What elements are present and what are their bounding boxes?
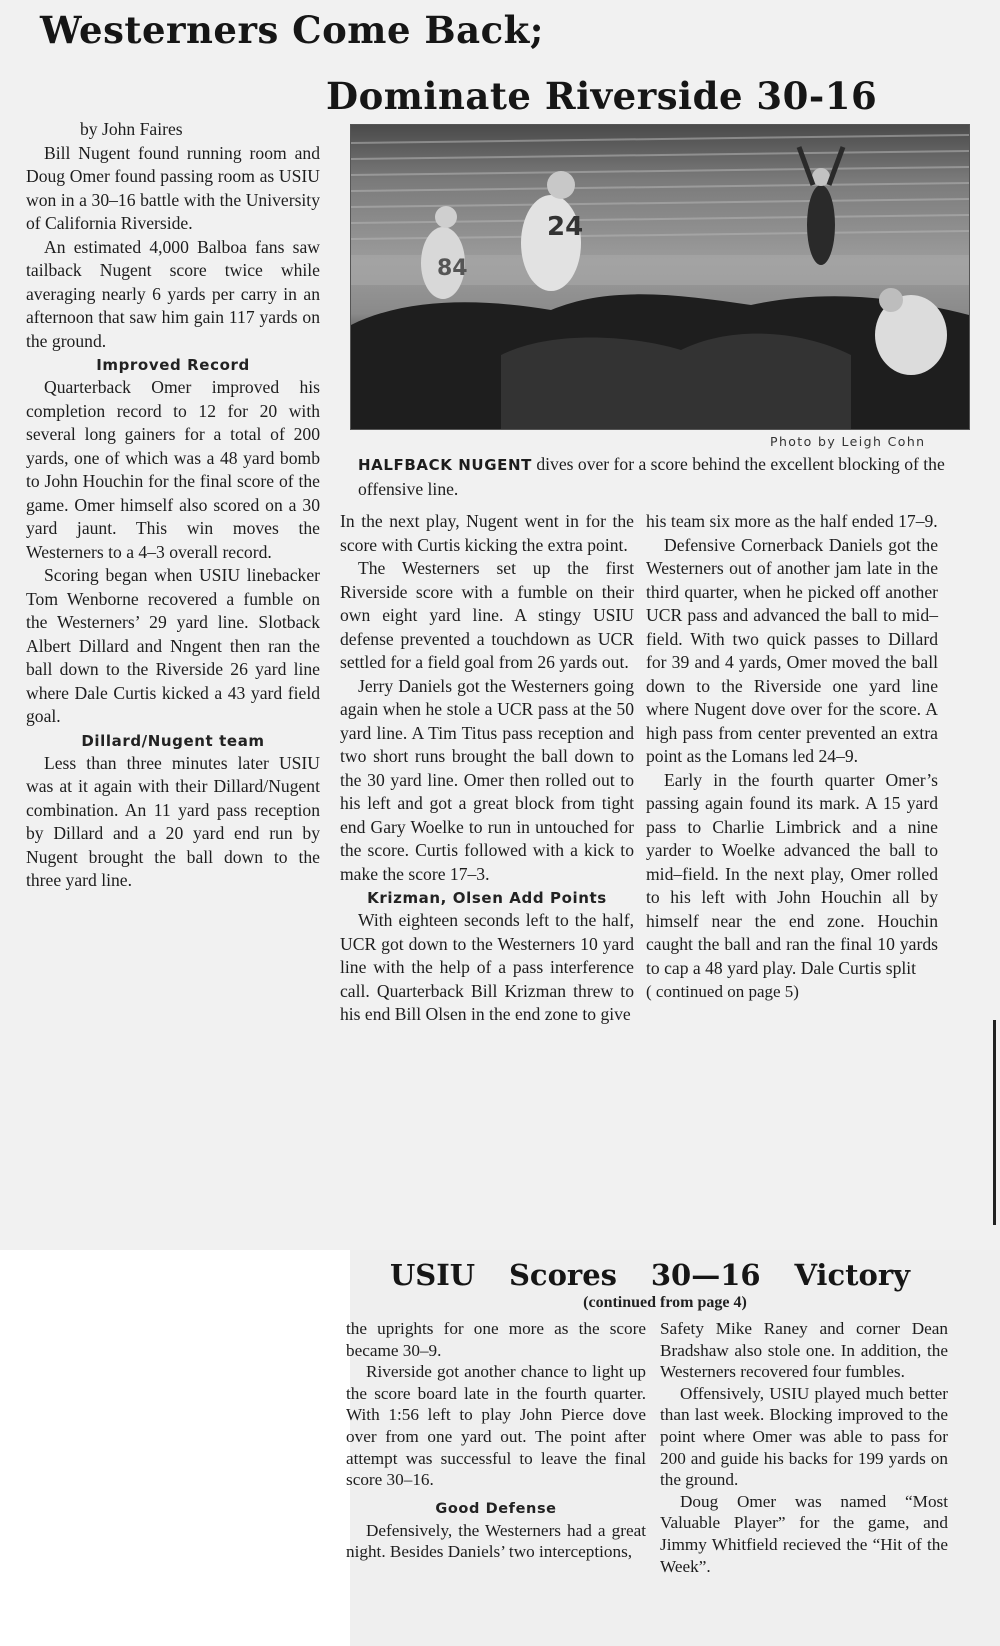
article-column-1 xyxy=(26,118,320,893)
paragraph: Safety Mike Raney and corner Dean Bradshaw also stole one. In addition, the Westerners recovered four fumbles. xyxy=(660,1319,948,1382)
continuation-title xyxy=(390,1258,910,1292)
byline: by John Faires xyxy=(80,119,183,139)
paragraph: Bill Nugent found running room and Doug Omer found passing room as USIU won in a 30–16 battle with the University of California Riverside. xyxy=(26,142,320,233)
paragraph: An estimated 4,000 Balboa fans saw tailback Nugent score twice while averaging nearly 6 yards per carry in an afternoon that saw him gain 117 yards on the ground. xyxy=(26,236,320,351)
title-word: Victory xyxy=(794,1258,910,1292)
subhead-improved-record: Improved Record xyxy=(96,356,250,374)
game-photo-illustration xyxy=(351,125,969,429)
subhead-dillard-nugent: Dillard/Nugent team xyxy=(81,731,265,750)
article-column-3 xyxy=(646,510,938,1004)
paragraph: Less than three minutes later USIU was at it again with their Dillard/Nugent combination. An 11 yard pass reception by Dillard and a 20 yard end run by Nugent brought the ball down to the three yard line. xyxy=(26,752,320,890)
continuation-column-right xyxy=(660,1318,948,1577)
paragraph: his team six more as the half ended 17–9. xyxy=(646,511,938,531)
paragraph: The Westerners set up the first Riverside score with a fumble on their own eight yard line. A stingy USIU defense prevented a touchdown as UCR settled for a field goal from 26 yards out. xyxy=(340,558,634,672)
paragraph: Jerry Daniels got the Westerners going again when he stole a UCR pass at the 50 yard line. A Tim Titus pass reception and two short runs brought the ball down to the 30 yard line. Omer then rolled out to his left and got a great block from tight end Gary Woelke to run in untouched for the score. Curtis followed with a kick to make the score 17–3. xyxy=(340,675,634,884)
title-word: 30—16 xyxy=(650,1258,761,1292)
edge-rule xyxy=(993,1020,996,1225)
paragraph: Riverside got another chance to light up the score board late in the fourth quarter. With 1:56 left to play John Pierce dove over from one yard out. The point after attempt was successful to leave the final score 30–16. xyxy=(346,1362,646,1490)
paragraph: Quarterback Omer improved his completion record to 12 for 20 with several long gainers for a total of 200 yards, one of which was a 48 yard bomb to John Houchin for the final score of the game. Omer himself also scored on a 30 yard jaunt. This win moves the Westerners to a 4–3 overall record. xyxy=(26,377,320,562)
jersey-number-84: 84 xyxy=(437,256,468,281)
paragraph: the uprights for one more as the score became 30–9. xyxy=(346,1319,646,1360)
article-column-2 xyxy=(340,510,634,1027)
paragraph: Scoring began when USIU linebacker Tom Wenborne recovered a fumble on the Westerners’ 29 yard line. Slotback Albert Dillard and Nngent then ran the ball down to the Riverside 26 yard line where Dale Curtis kicked a 43 yard field goal. xyxy=(26,565,320,726)
paragraph: Defensively, the Westerners had a great night. Besides Daniels’ two interceptions, xyxy=(346,1520,646,1562)
paragraph: Offensively, USIU played much better than last week. Blocking improved to the point where Omer was able to pass for 200 and guide his backs for 199 yards on the ground. xyxy=(660,1383,948,1490)
paragraph: Doug Omer was named “Most Valuable Player” for the game, and Jimmy Whitfield recieved the “Hit of the Week”. xyxy=(660,1491,948,1576)
jersey-number-24: 24 xyxy=(547,212,584,242)
paragraph: With eighteen seconds left to the half, UCR got down to the Westerners 10 yard line with the help of a pass interference call. Quarterback Bill Krizman threw to his end Bill Olsen in the end zone to give xyxy=(340,910,634,1024)
subhead-krizman-olsen: Krizman, Olsen Add Points xyxy=(367,889,607,907)
caption-lead: HALFBACK NUGENT xyxy=(358,456,532,474)
title-word: Scores xyxy=(508,1258,617,1292)
game-photo xyxy=(350,124,970,430)
paragraph: In the next play, Nugent went in for the score with Curtis kicking the extra point. xyxy=(340,511,634,555)
photo-credit: Photo by Leigh Cohn xyxy=(770,434,926,449)
caption-text: dives over for a score behind the excellent blocking of the offensive line. xyxy=(358,454,945,499)
title-word: USIU xyxy=(390,1258,476,1292)
photo-caption xyxy=(358,452,970,501)
subhead-good-defense: Good Defense xyxy=(435,1500,557,1517)
paragraph: Defensive Cornerback Daniels got the Westerners out of another jam late in the third quarter, when he picked off another UCR pass and advanced the ball to mid–field. With two quick passes to Dillard for 39 and 4 yards, Omer moved the ball down to the Riverside one yard line where Nugent dove over for the score. A high pass from center prevented an extra point as the Lomans led 24–9. xyxy=(646,534,938,766)
continued-from-note: (continued from page 4) xyxy=(583,1294,747,1311)
headline-line-1: Westerners Come Back; xyxy=(40,8,544,52)
continued-note: ( continued on page 5) xyxy=(646,982,799,1001)
paragraph: Early in the fourth quarter Omer’s passing again found its mark. A 15 yard pass to Charlie Limbrick and a nine yarder to Woelke advanced the ball to mid–field. In the next play, Omer rolled to his left with John Houchin all by himself near the end zone. Houchin caught the ball and ran the final 10 yards to cap a 48 yard play. Dale Curtis split xyxy=(646,769,938,978)
headline-line-2: Dominate Riverside 30-16 xyxy=(326,74,878,118)
continuation-column-left xyxy=(346,1318,646,1563)
